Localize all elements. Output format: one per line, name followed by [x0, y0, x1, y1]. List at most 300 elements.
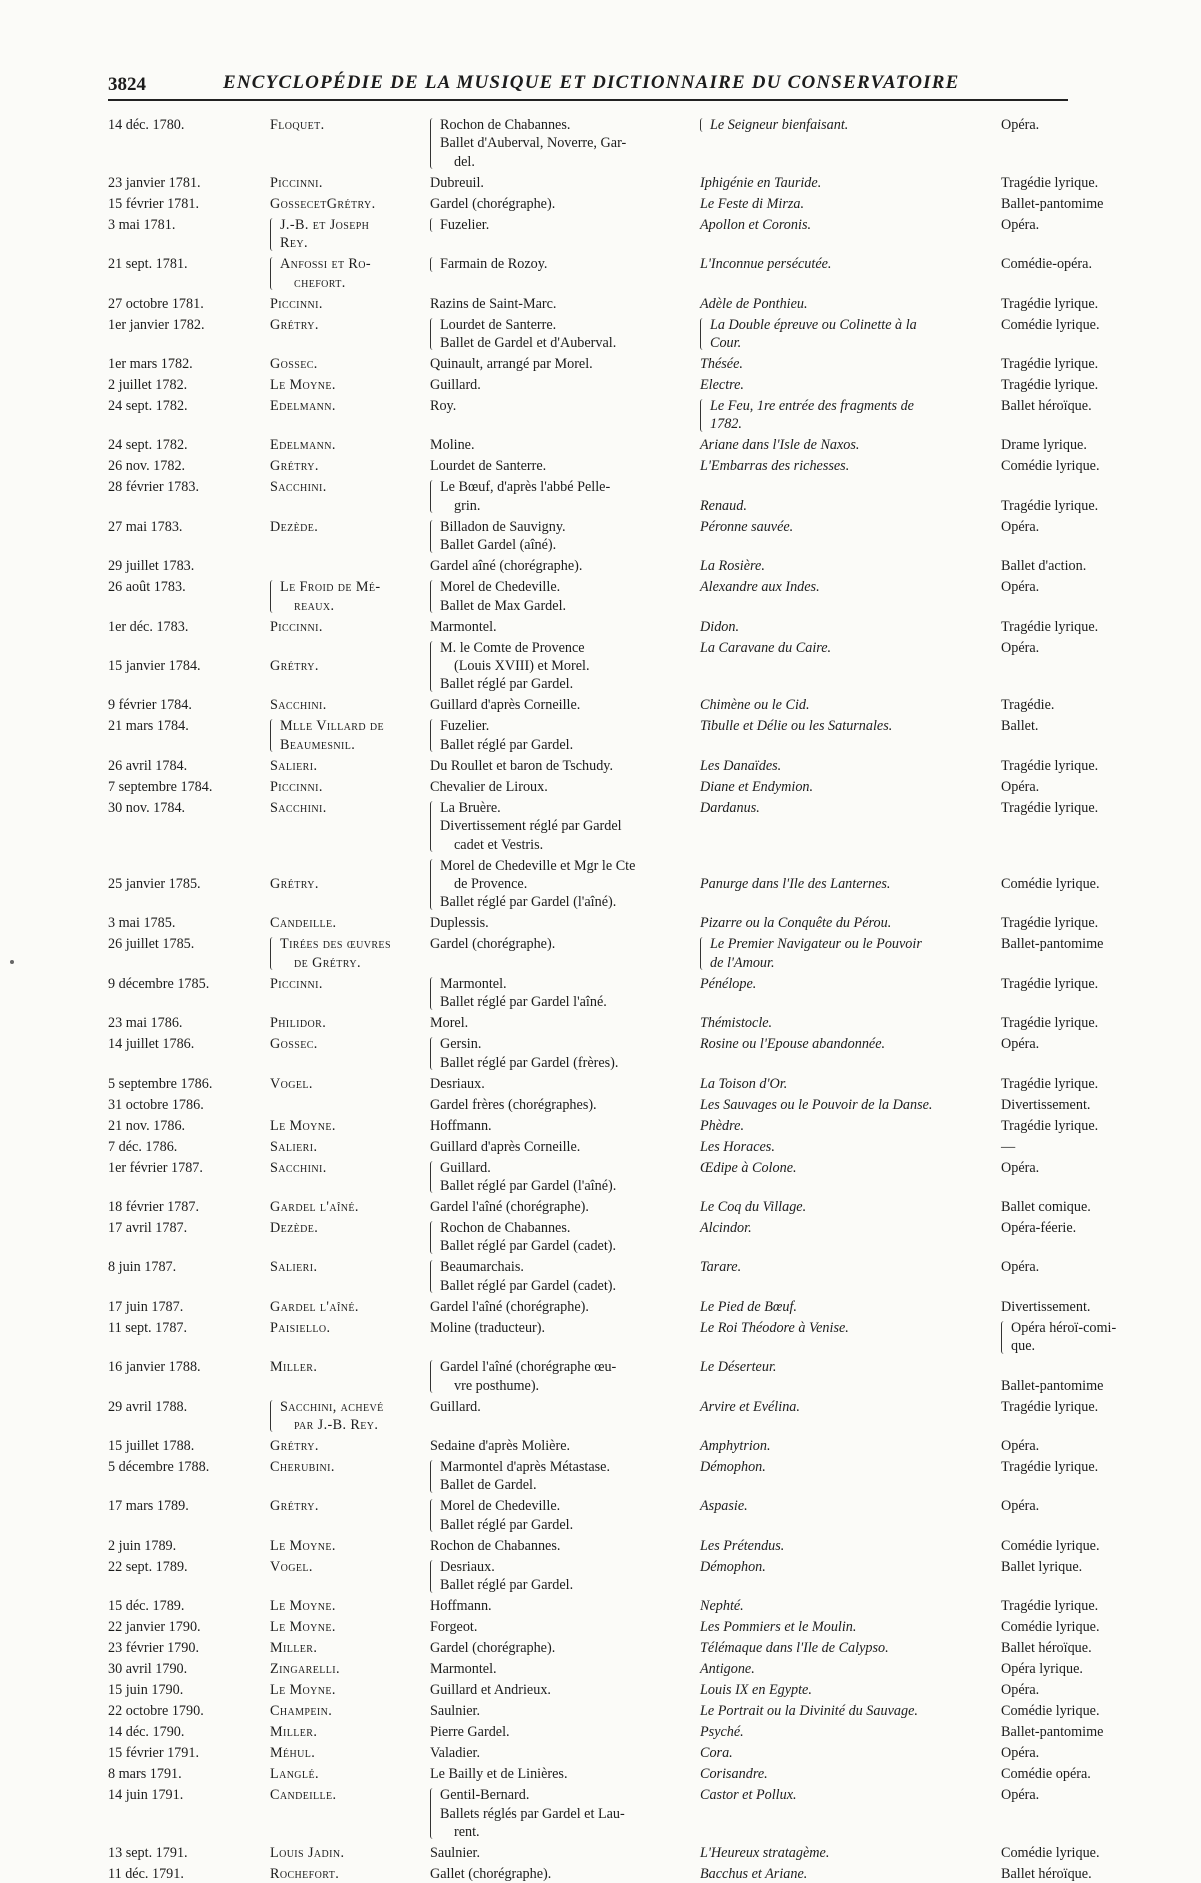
table-row: [108, 397, 1148, 434]
date-cell: [108, 778, 256, 796]
table-row: [108, 1844, 1148, 1862]
genre-cell: [1001, 778, 1151, 796]
genre-cell: [1001, 116, 1151, 134]
genre-cell-line: Opéra.: [1001, 1036, 1040, 1053]
genre-cell: [1001, 295, 1151, 313]
date-cell: [108, 195, 256, 213]
title-cell-line: Thémistocle.: [700, 1015, 773, 1032]
table-row: [108, 1035, 1148, 1072]
librettist-cell-line: Fuzelier.: [440, 216, 490, 233]
composer-cell: [270, 1437, 422, 1455]
date-cell-line: 15 janvier 1784.: [108, 657, 201, 674]
genre-cell-line: [1001, 857, 1151, 875]
table-row: [108, 799, 1148, 854]
genre-cell: [1001, 174, 1151, 192]
librettist-cell-line: Desriaux.: [430, 1075, 485, 1092]
genre-cell: [1001, 639, 1151, 657]
genre-cell: [1001, 457, 1151, 475]
composer-cell: [270, 1358, 422, 1376]
brace-mark: [430, 580, 434, 613]
composer-cell-line: Salieri.: [270, 1259, 318, 1276]
brace-mark: [430, 641, 434, 692]
date-cell-line: 23 mai 1786.: [108, 1015, 183, 1032]
composer-cell: [270, 1075, 422, 1093]
genre-cell-line: Comédie lyrique.: [1001, 1703, 1100, 1720]
genre-cell: [1001, 1258, 1151, 1276]
date-cell-line: 28 février 1783.: [108, 479, 200, 496]
brace-mark: [700, 399, 704, 432]
genre-cell: [1001, 578, 1151, 596]
date-cell-line: 2 juillet 1782.: [108, 377, 188, 393]
librettist-cell-line: Hoffmann.: [430, 1117, 492, 1134]
composer-cell-line: Grétry.: [270, 316, 319, 333]
date-cell-line: 27 mai 1783.: [108, 518, 183, 535]
table-row: [108, 478, 1148, 515]
genre-cell-line: Ballet héroïque.: [1001, 1640, 1092, 1657]
title-cell-line: Péronne sauvée.: [700, 518, 794, 535]
title-cell-line: Iphigénie en Tauride.: [700, 174, 822, 191]
genre-cell: [1001, 1744, 1151, 1762]
composer-cell: [270, 618, 422, 636]
title-cell-line: Adèle de Ponthieu.: [700, 295, 808, 312]
brace-mark: [430, 1460, 434, 1493]
composer-cell-line: Le Froid de Mé-: [280, 579, 381, 596]
genre-cell: [1001, 436, 1151, 454]
brace-mark: [430, 218, 434, 232]
composer-cell: [270, 1117, 422, 1135]
librettist-cell-line: Marmontel d'après Métastase.: [440, 1459, 610, 1475]
composer-cell-line: Sacchini.: [270, 1159, 327, 1176]
genre-cell: [1001, 1458, 1151, 1476]
composer-cell: [270, 1258, 422, 1276]
date-cell: [108, 578, 256, 596]
table-row: [108, 1298, 1148, 1316]
librettist-cell-line: Duplessis.: [430, 915, 489, 932]
composer-cell-line: Zingarelli.: [270, 1661, 340, 1678]
genre-cell-line: Comédie lyrique.: [1001, 875, 1100, 892]
genre-cell: [1001, 1298, 1151, 1316]
composer-cell: [270, 1398, 432, 1435]
genre-cell-line: Tragédie lyrique.: [1001, 757, 1099, 774]
date-cell: [108, 1298, 256, 1316]
title-cell-line: La Toison d'Or.: [700, 1075, 788, 1092]
librettist-cell-line: Ballet réglé par Gardel (frères).: [440, 1054, 619, 1071]
composer-cell-line: Edelmann.: [270, 437, 336, 454]
composer-cell-line: Grétry.: [270, 875, 319, 892]
title-cell-line: Le Seigneur bienfaisant.: [710, 117, 849, 133]
title-cell-line: Le Feste di Mirza.: [700, 195, 805, 212]
composer-cell: [270, 1497, 422, 1515]
librettist-cell-line: Saulnier.: [430, 1703, 481, 1720]
title-cell-line: Ariane dans l'Isle de Naxos.: [700, 437, 860, 454]
date-cell-line: 29 juillet 1783.: [108, 558, 195, 575]
genre-cell: [1001, 1537, 1151, 1555]
title-cell-line: Les Prétendus.: [700, 1537, 785, 1554]
date-cell: [108, 1159, 256, 1177]
genre-cell: [1001, 1358, 1151, 1395]
brace-mark: [700, 118, 704, 132]
title-cell-line: Rosine ou l'Epouse abandonnée.: [700, 1036, 886, 1053]
librettist-cell-line: Guillard.: [430, 377, 481, 393]
title-cell-line: Arvire et Evélina.: [700, 1398, 800, 1415]
genre-cell: [1001, 1219, 1151, 1237]
composer-cell: [270, 1681, 422, 1699]
date-cell: [108, 1702, 256, 1720]
date-cell-line: 1er mars 1782.: [108, 356, 193, 372]
genre-cell-line: Divertissement.: [1001, 1096, 1091, 1113]
date-cell: [108, 1660, 256, 1678]
title-cell-line: Alexandre aux Indes.: [700, 579, 820, 596]
date-cell: [108, 1035, 256, 1053]
composer-cell-line: Piccinni.: [270, 295, 323, 312]
date-cell: [108, 1744, 256, 1762]
title-cell-line: Les Horaces.: [700, 1138, 775, 1155]
table-row: [108, 1618, 1148, 1636]
date-cell-line: 22 janvier 1790.: [108, 1619, 201, 1636]
genre-cell: [1001, 1618, 1151, 1636]
date-cell: [108, 1723, 256, 1741]
librettist-cell-line: Gardel l'aîné (chorégraphe).: [430, 1298, 589, 1315]
genre-cell: [1001, 975, 1151, 993]
librettist-cell-line: Beaumarchais.: [440, 1259, 524, 1276]
genre-cell-line: Ballet-pantomime: [1001, 936, 1104, 953]
table-row: [108, 1660, 1148, 1678]
librettist-cell-line: La Bruère.: [440, 799, 501, 816]
composer-cell-line: Edelmann.: [270, 398, 336, 414]
composer-cell: [270, 914, 422, 932]
genre-cell: [1001, 914, 1151, 932]
composer-cell: [270, 778, 422, 796]
genre-cell: [1001, 1198, 1151, 1216]
table-row: [108, 355, 1148, 373]
genre-cell-line: Drame lyrique.: [1001, 437, 1087, 454]
genre-cell: [1001, 1723, 1151, 1741]
genre-cell-line: Opéra.: [1001, 1159, 1040, 1176]
date-cell: [108, 1358, 256, 1376]
date-cell: [108, 1219, 256, 1237]
genre-cell-line: Ballet héroïque.: [1001, 398, 1092, 414]
genre-cell-line: Opéra.: [1001, 579, 1040, 596]
composer-cell: [270, 935, 432, 972]
librettist-cell-line: Moline (traducteur).: [430, 1319, 546, 1336]
date-cell-line: 26 avril 1784.: [108, 757, 188, 774]
genre-cell: [1001, 1014, 1151, 1032]
table-row: [108, 935, 1148, 972]
composer-cell-line: Floquet.: [270, 117, 325, 133]
date-cell-line: 24 sept. 1782.: [108, 398, 188, 414]
librettist-cell-line: Gardel aîné (chorégraphe).: [430, 558, 583, 575]
table-row: [108, 857, 1148, 912]
librettist-cell-line: Marmontel.: [440, 975, 507, 992]
librettist-cell-line: Sedaine d'après Molière.: [430, 1438, 571, 1454]
composer-cell-line: Sacchini.: [270, 697, 327, 714]
genre-cell-line: Tragédie lyrique.: [1001, 1598, 1099, 1615]
librettist-cell-line: Le Bœuf, d'après l'abbé Pelle-: [440, 479, 611, 496]
composer-cell-line: Miller.: [270, 1640, 318, 1657]
brace-mark: [430, 1161, 434, 1194]
composer-cell: [270, 1198, 422, 1216]
librettist-cell-line: vre posthume).: [454, 1377, 540, 1394]
date-cell-line: 9 décembre 1785.: [108, 975, 210, 992]
genre-cell-line: Ballet d'action.: [1001, 558, 1087, 575]
date-cell: [108, 757, 256, 775]
date-cell-line: 8 juin 1787.: [108, 1259, 177, 1276]
composer-cell: [270, 1618, 422, 1636]
table-row: [108, 1786, 1148, 1841]
date-cell: [108, 376, 256, 394]
date-cell: [108, 1681, 256, 1699]
composer-cell: [270, 397, 422, 415]
composer-cell-line: Le Moyne.: [270, 1682, 336, 1699]
composer-cell-line: Dezède.: [270, 1220, 319, 1236]
date-cell-line: 1er déc. 1783.: [108, 618, 189, 635]
genre-cell-line: Tragédie lyrique.: [1001, 1398, 1099, 1415]
composer-cell-line: chefort.: [294, 274, 346, 291]
composer-cell-line: de Grétry.: [294, 954, 361, 971]
genre-cell-line: Comédie lyrique.: [1001, 1845, 1100, 1861]
date-cell: [108, 618, 256, 636]
date-cell-line: 15 juillet 1788.: [108, 1438, 195, 1454]
genre-cell: [1001, 799, 1151, 817]
date-cell: [108, 935, 256, 953]
composer-cell: [270, 1558, 422, 1576]
genre-cell: [1001, 717, 1151, 735]
date-cell-line: 15 février 1791.: [108, 1745, 200, 1762]
title-cell-line: Télémaque dans l'Ile de Calypso.: [700, 1640, 889, 1657]
date-cell-line: 21 mars 1784.: [108, 718, 189, 735]
date-cell-line: 15 déc. 1789.: [108, 1598, 185, 1615]
librettist-cell-line: Ballet de Gardel.: [440, 1477, 537, 1494]
date-cell: [108, 1865, 256, 1883]
table-row: [108, 1865, 1148, 1883]
composer-cell-line: Miller.: [270, 1359, 318, 1376]
genre-cell-line: —: [1001, 1138, 1016, 1155]
date-cell-line: 15 février 1781.: [108, 195, 200, 212]
composer-cell: [270, 1786, 422, 1804]
librettist-cell-line: Ballet réglé par Gardel (l'aîné).: [440, 1177, 617, 1194]
brace-mark: [430, 977, 434, 1010]
genre-cell-line: Opéra.: [1001, 1787, 1040, 1804]
librettist-cell-line: Morel de Chedeville et Mgr le Cte: [440, 857, 636, 874]
brace-mark: [430, 118, 434, 169]
genre-cell-line: que.: [1011, 1338, 1036, 1355]
librettist-cell-line: Ballet réglé par Gardel (cadet).: [440, 1277, 617, 1294]
genre-cell-line: Opéra.: [1001, 117, 1040, 133]
composer-cell: [270, 1138, 422, 1156]
date-cell: [108, 316, 256, 334]
composer-cell: [270, 757, 422, 775]
brace-mark: [430, 801, 434, 852]
date-cell-line: [108, 857, 256, 875]
title-cell-line: Les Pommiers et le Moulin.: [700, 1619, 857, 1636]
librettist-cell-line: Valadier.: [430, 1745, 481, 1762]
brace-mark: [270, 580, 274, 613]
composer-cell-line: Gossec.: [270, 1036, 318, 1053]
date-cell-line: 24 sept. 1782.: [108, 437, 188, 454]
composer-cell-line: reaux.: [294, 597, 335, 614]
brace-mark: [430, 1788, 434, 1839]
table-row: [108, 1358, 1148, 1395]
genre-cell: [1001, 376, 1151, 394]
genre-cell-line: Opéra.: [1001, 518, 1040, 535]
genre-cell-line: Tragédie lyrique.: [1001, 618, 1099, 635]
date-cell-line: 26 août 1783.: [108, 579, 186, 596]
librettist-cell-line: M. le Comte de Provence: [440, 639, 585, 656]
composer-cell: [270, 1014, 422, 1032]
composer-cell-line: Sacchini.: [270, 799, 327, 816]
title-cell-line: Le Portrait ou la Divinité du Sauvage.: [700, 1703, 918, 1720]
title-cell-line: Amphytrion.: [700, 1438, 771, 1454]
genre-cell-line: Opéra.: [1001, 1259, 1040, 1276]
genre-cell: [1001, 1558, 1151, 1576]
page-number: 3824: [108, 74, 146, 95]
date-cell: [108, 1117, 256, 1135]
composer-cell-line: GossecetGrétry.: [270, 195, 376, 212]
composer-cell: [270, 1723, 422, 1741]
composer-cell: [270, 799, 422, 817]
composer-cell-line: [270, 557, 422, 575]
title-cell-line: Le Pied de Bœuf.: [700, 1298, 797, 1315]
date-cell-line: 14 juin 1791.: [108, 1787, 184, 1804]
date-cell-line: 3 mai 1781.: [108, 216, 176, 233]
composer-cell-line: [270, 639, 422, 657]
composer-cell: [270, 316, 422, 334]
genre-cell-line: Opéra.: [1001, 216, 1040, 233]
composer-cell: [270, 1096, 422, 1114]
composer-cell: [270, 857, 422, 894]
date-cell-line: 30 nov. 1784.: [108, 799, 186, 816]
date-cell-line: 18 février 1787.: [108, 1199, 200, 1215]
brace-mark: [270, 719, 274, 752]
brace-mark: [430, 480, 434, 513]
genre-cell-line: [1001, 1358, 1151, 1376]
title-cell-line: Bacchus et Ariane.: [700, 1866, 808, 1882]
librettist-cell-line: Billadon de Sauvigny.: [440, 518, 566, 535]
margin-speck: [10, 960, 14, 964]
composer-cell-line: Beaumesnil.: [280, 736, 356, 753]
genre-cell-line: Comédie lyrique.: [1001, 458, 1100, 475]
title-cell-line: Nephté.: [700, 1598, 744, 1615]
librettist-cell-line: Morel de Chedeville.: [440, 1498, 561, 1515]
title-cell-line: Le Déserteur.: [700, 1359, 777, 1376]
genre-cell: [1001, 478, 1151, 515]
composer-cell-line: Gossec.: [270, 356, 318, 372]
librettist-cell-line: Ballet réglé par Gardel.: [440, 676, 574, 693]
composer-cell-line: Gardel l'aîné.: [270, 1298, 359, 1315]
genre-cell-line: Ballet-pantomime: [1001, 195, 1104, 212]
table-row: [108, 1319, 1148, 1356]
brace-mark: [270, 1400, 274, 1433]
date-cell: [108, 857, 256, 894]
composer-cell: [270, 1865, 422, 1883]
date-cell: [108, 216, 256, 234]
genre-cell: [1001, 216, 1151, 234]
date-cell-line: 14 déc. 1790.: [108, 1724, 185, 1741]
date-cell-line: 23 janvier 1781.: [108, 174, 201, 191]
genre-cell-line: Tragédie lyrique.: [1001, 1015, 1099, 1032]
composer-cell: [270, 116, 422, 134]
composer-cell: [270, 1298, 422, 1316]
composer-cell: [270, 457, 422, 475]
composer-cell: [270, 355, 422, 373]
table-row: [108, 717, 1148, 754]
date-cell: [108, 1597, 256, 1615]
date-cell-line: 29 avril 1788.: [108, 1398, 188, 1415]
table-row: [108, 1014, 1148, 1032]
librettist-cell-line: Gardel (chorégraphe).: [430, 195, 556, 212]
date-cell: [108, 1075, 256, 1093]
composer-cell: [270, 195, 422, 213]
genre-cell-line: Opéra héroï-comi-: [1011, 1319, 1117, 1336]
genre-cell: [1001, 1159, 1151, 1177]
table-row: [108, 174, 1148, 192]
date-cell: [108, 975, 256, 993]
librettist-cell-line: Ballet réglé par Gardel l'aîné.: [440, 994, 607, 1011]
composer-cell-line: Le Moyne.: [270, 1598, 336, 1615]
genre-cell-line: Tragédie lyrique.: [1001, 174, 1099, 191]
composer-cell-line: Le Moyne.: [270, 1117, 336, 1134]
composer-cell-line: Miller.: [270, 1724, 318, 1741]
title-cell-line: Les Sauvages ou le Pouvoir de la Danse.: [700, 1096, 933, 1113]
composer-cell-line: Candeille.: [270, 915, 337, 932]
date-cell-line: 21 nov. 1786.: [108, 1117, 186, 1134]
table-row: [108, 1765, 1148, 1783]
composer-cell-line: Tirées des œuvres: [280, 936, 391, 953]
date-cell-line: 5 décembre 1788.: [108, 1459, 210, 1475]
title-cell-line: L'Heureux stratagème.: [700, 1845, 830, 1861]
composer-cell-line: Rey.: [280, 235, 308, 252]
composer-cell-line: Le Moyne.: [270, 377, 336, 393]
table-row: [108, 1258, 1148, 1295]
table-row: [108, 696, 1148, 714]
composer-cell-line: Méhul.: [270, 1745, 316, 1762]
date-cell: [108, 696, 256, 714]
date-cell-line: 17 juin 1787.: [108, 1298, 184, 1315]
librettist-cell-line: Ballet de Gardel et d'Auberval.: [440, 334, 617, 351]
date-cell-line: 3 mai 1785.: [108, 915, 176, 932]
genre-cell-line: Tragédie lyrique.: [1001, 1117, 1099, 1134]
composer-cell: [270, 1597, 422, 1615]
date-cell: [108, 1537, 256, 1555]
date-cell: [108, 1497, 256, 1515]
date-cell: [108, 1198, 256, 1216]
date-cell-line: 9 février 1784.: [108, 697, 192, 714]
title-cell-line: Pénélope.: [700, 975, 757, 992]
table-row: [108, 1219, 1148, 1256]
genre-cell: [1001, 1035, 1151, 1053]
genre-cell: [1001, 397, 1151, 415]
table-row: [108, 1075, 1148, 1093]
librettist-cell-line: Hoffmann.: [430, 1598, 492, 1615]
genre-cell: [1001, 1702, 1151, 1720]
title-cell-line: Aspasie.: [700, 1498, 748, 1515]
librettist-cell-line: grin.: [454, 497, 481, 514]
genre-cell-line: Opéra.: [1001, 778, 1040, 795]
librettist-cell-line: Rochon de Chabannes.: [440, 117, 571, 133]
genre-cell: [1001, 1681, 1151, 1699]
genre-cell-line: Opéra.: [1001, 1745, 1040, 1762]
composer-cell: [270, 696, 422, 714]
title-cell-line: Louis IX en Egypte.: [700, 1682, 812, 1699]
date-cell-line: 1er février 1787.: [108, 1159, 203, 1176]
title-cell-line: L'Embarras des richesses.: [700, 458, 850, 475]
genre-cell-line: Ballet-pantomime: [1001, 1724, 1104, 1741]
composer-cell-line: Anfossi et Ro-: [280, 256, 372, 273]
composer-cell-line: Piccinni.: [270, 975, 323, 992]
librettist-cell-line: cadet et Vestris.: [454, 836, 544, 853]
genre-cell-line: Tragédie lyrique.: [1001, 1459, 1099, 1475]
composer-cell-line: Gardel l'aîné.: [270, 1199, 359, 1215]
